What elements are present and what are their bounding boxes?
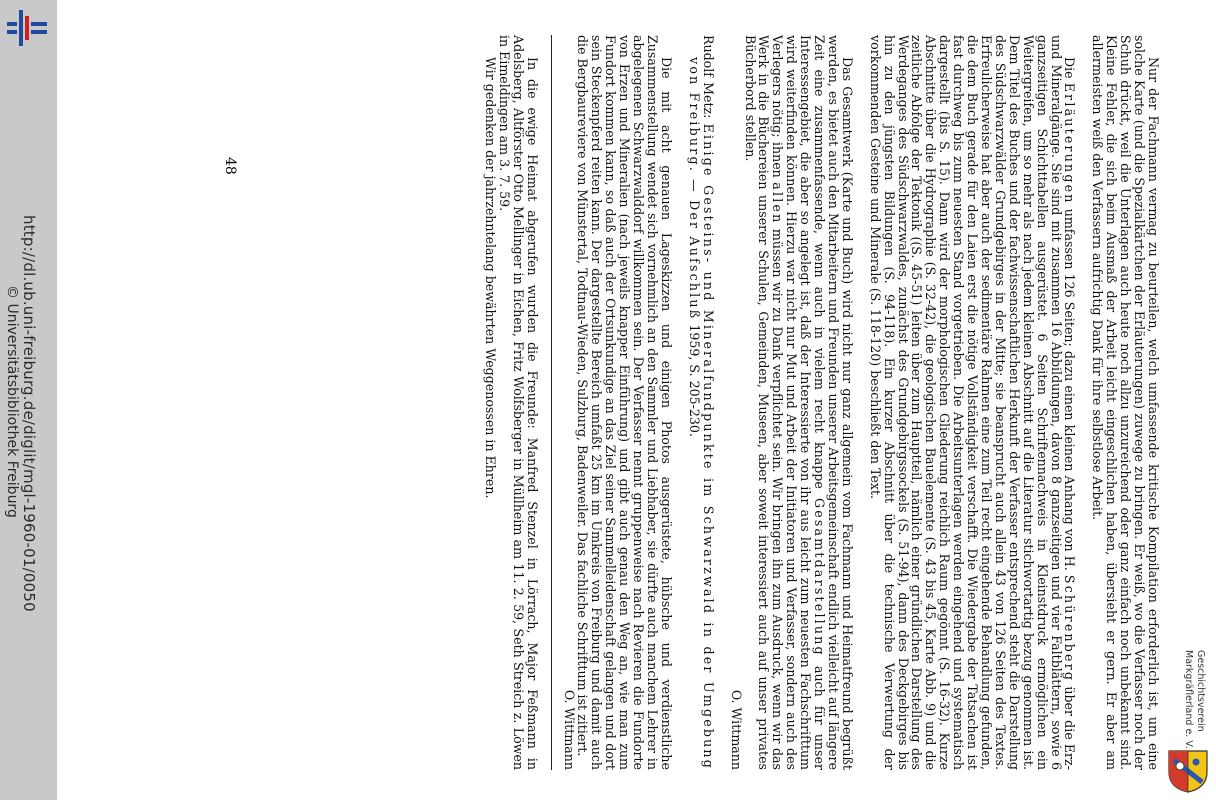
paragraph: Nur der Fachmann vermag zu beurteilen, welch umfassende kritische Kompilation erforderlich ist, um eine solche Karte (und die Spezialkärtchen der Erläuterungen) zuwege zu bringen. Er weiß, wo die Verfasser noch der Schuh drückt, weil die Unterlagen auch heute noch allzu unzureichend oder ganz einfach noch unbekannt sind. Kleine Fehler, die sich beim Ausmaß der Arbeit leicht eingeschlichen haben, übersieht er gern. Er aber am allermeisten weiß den Verfassern aufrichtig Dank für ihre selbstlose Arbeit. [1090, 35, 1161, 770]
spaced-term: Erläuterungen [1062, 82, 1078, 205]
publisher-line: Markgräflerland e. V. [1183, 650, 1194, 749]
copyright-notice: © Universitätsbibliothek Freiburg [4, 285, 20, 518]
reference-author: Rudolf Metz: [700, 35, 716, 119]
text-run: umfassen 126 Seiten; dazu einen kleinen Anhang von H. [1062, 208, 1078, 571]
publisher-line: Geschichtsverein [1195, 650, 1206, 732]
paragraph: Die mit acht genauen Lageskizzen und einigen Photos ausgerüstete, hübsche und verdienstliche Zusammenstellung wendet sich vornehmlich an den Sammler und Liebhaber, sie dürfte auch manchem Lehrer in abgelegenen Schwarzwalddorf willkommen sein. Der Verfasser nennt gruppenweise nach Revieren die Fundorte von Erzen und Mineralien (nach jeweils knapper Einführung) und gibt auch genau den Weg an, wie man zum Fundort kommen kann, so daß auch der Ortsunkundige an das Ziel seiner Sammelleidenschaft gelangen und dort sein Steckenpferd reiten kann. Der dargestellte Bereich umfaßt 25 km im Umkreis von Freiburg und damit auch die Bergbaureviere von Münstertal, Todtnau-Wieden, Sulzburg, Badenweiler. Das fachliche Schrifttum ist zitiert. [575, 35, 674, 770]
text-run: über die Erz- und Mineralgänge. Sie sind mit zusammen 16 Abbildungen, davon 8 ganzseitigen und vier Faltblättern, sowie 6 ganzseitigen Schichttabellen ausgerüstet. 6 Seiten Schriftennachweis in Kleinstdruck ermöglichen ein Weitergreifen, um so mehr als nach jedem kleinen Abschnitt auf die Literatur stichwortartig bezug genommen ist. Dem Titel des Buches und der fachwissenschaftlichen Herkunft der Verfasser entsprechend steht die Darstellung des Südschwarzwälder Grundgebirges in der Mitte; sie beansprucht auch allein 43 von 126 Seiten des Textes. Erfreulicherweise hat aber auch der sedimentäre Rahmen eine zum Teil recht eingehende Behandlung gefunden, die dem Buch gerade für den Laien erst die nötige Vollständigkeit verschafft. Die Wiedergabe der Tatsachen ist fast durchweg bis zum neuesten Stand vorgetrieben. Die Arbeitsunterlagen werden eingehend und systematisch dargestellt (bis S. 15). Dann wird der morphologischen Gliederung reichlich Raum gegönnt (S. 16-32). Kurze Abschnitte über die Hydrographie (S. 32-42), die geologischen Bauelemente (S. 43 bis 45, Karte Abb. 9) und die zeitliche Abfolge der Tektonik ((S. 45-51) leiten über zum Hauptteil, nämlich einer gründlichen Darstellung des Werdeganges des Südschwarzwaldes, zunächst des Grundgebirgssockels (S. 51-94), dann des Deckgebirges bis hin zu den jüngsten Bildungen (S. 94-118). Ein kurzer Abschnitt über die technische Verwertung der vorkommenden Gesteine und Minerale (S. 118-120) beschließt den Text. [867, 35, 1078, 770]
memorial-paragraph: In die ewige Heimat abgerufen wurden die Freunde: Manfred Stenzel in Lörrach, Major Feßmann in Adelsberg, Altförster Otto Mellinger in Eichen, Fritz Wolfsberger in Müllheim am 11. 2. 59, Seth Streich z. Löwen in Eimeldingen am 3. 7. 59. [496, 35, 540, 770]
spaced-name: Schürenberg [1062, 574, 1078, 683]
paragraph [868, 35, 1077, 770]
signature: O. Wittmann [728, 689, 744, 770]
paragraph [743, 35, 854, 770]
text-run: auch für unser Interessengebiet, die aber so angelegt ist, daß der Interessierte von ihr aus leicht zum neuesten Fachschrifttum wird weiterfinden können. Hierzu war nicht nur Mut und Arbeit der Initiatoren und Verfasser, sondern auch des Verlegers nötig; ihnen [770, 35, 828, 770]
spaced-term: Gesamtdarstellung [812, 497, 828, 657]
publisher-name [1182, 650, 1206, 749]
page-number: 48 [222, 157, 238, 175]
spaced-term: allen [770, 182, 786, 225]
document-page [200, 35, 1160, 770]
reference-entry [687, 35, 715, 770]
text-run: Das Gesamtwerk (Karte und Buch) wird nicht nur ganz allgemein vom Fachmann und Heimatfreund begrüßt werden, es bietet auch den Mitarbeitern und Freunden unserer Arbeitsgemeinschaft endlich vielleicht auf längere Zeit eine zusammenfassende, wenn auch in vielem recht knappe [812, 35, 855, 770]
coat-of-arms-icon [1166, 748, 1210, 794]
reference-tail: 1959, S. 205-230. [686, 324, 702, 437]
divider [551, 35, 552, 770]
text-run: Die [1062, 57, 1078, 79]
document-url[interactable]: http://dl.ub.uni-freiburg.de/diglit/mgl-1960-01/0050 [20, 215, 38, 612]
viewer-sidebar [0, 0, 57, 800]
university-library-logo [5, 6, 49, 50]
reference-title: Einige Gesteins- und Mineralfundpunkte im Schwarzwald in der Umgebung von Freiburg. — Der Aufschluß [686, 57, 716, 771]
signature: O. Wittmann [561, 689, 577, 770]
memorial-paragraph: Wir gedenken der jahrzehntelang bewährten Weggenossen in Ehren. [482, 57, 498, 499]
text-run: müssen wir zu Dank verpflichtet sein. Wir bringen ihn zum Ausdruck, wenn wir das Werk in die Büchereien unserer Schulen, Gemeinden, Museen, aber soweit interessiert auch auf unser privates Bücherbord stellen. [742, 35, 786, 770]
